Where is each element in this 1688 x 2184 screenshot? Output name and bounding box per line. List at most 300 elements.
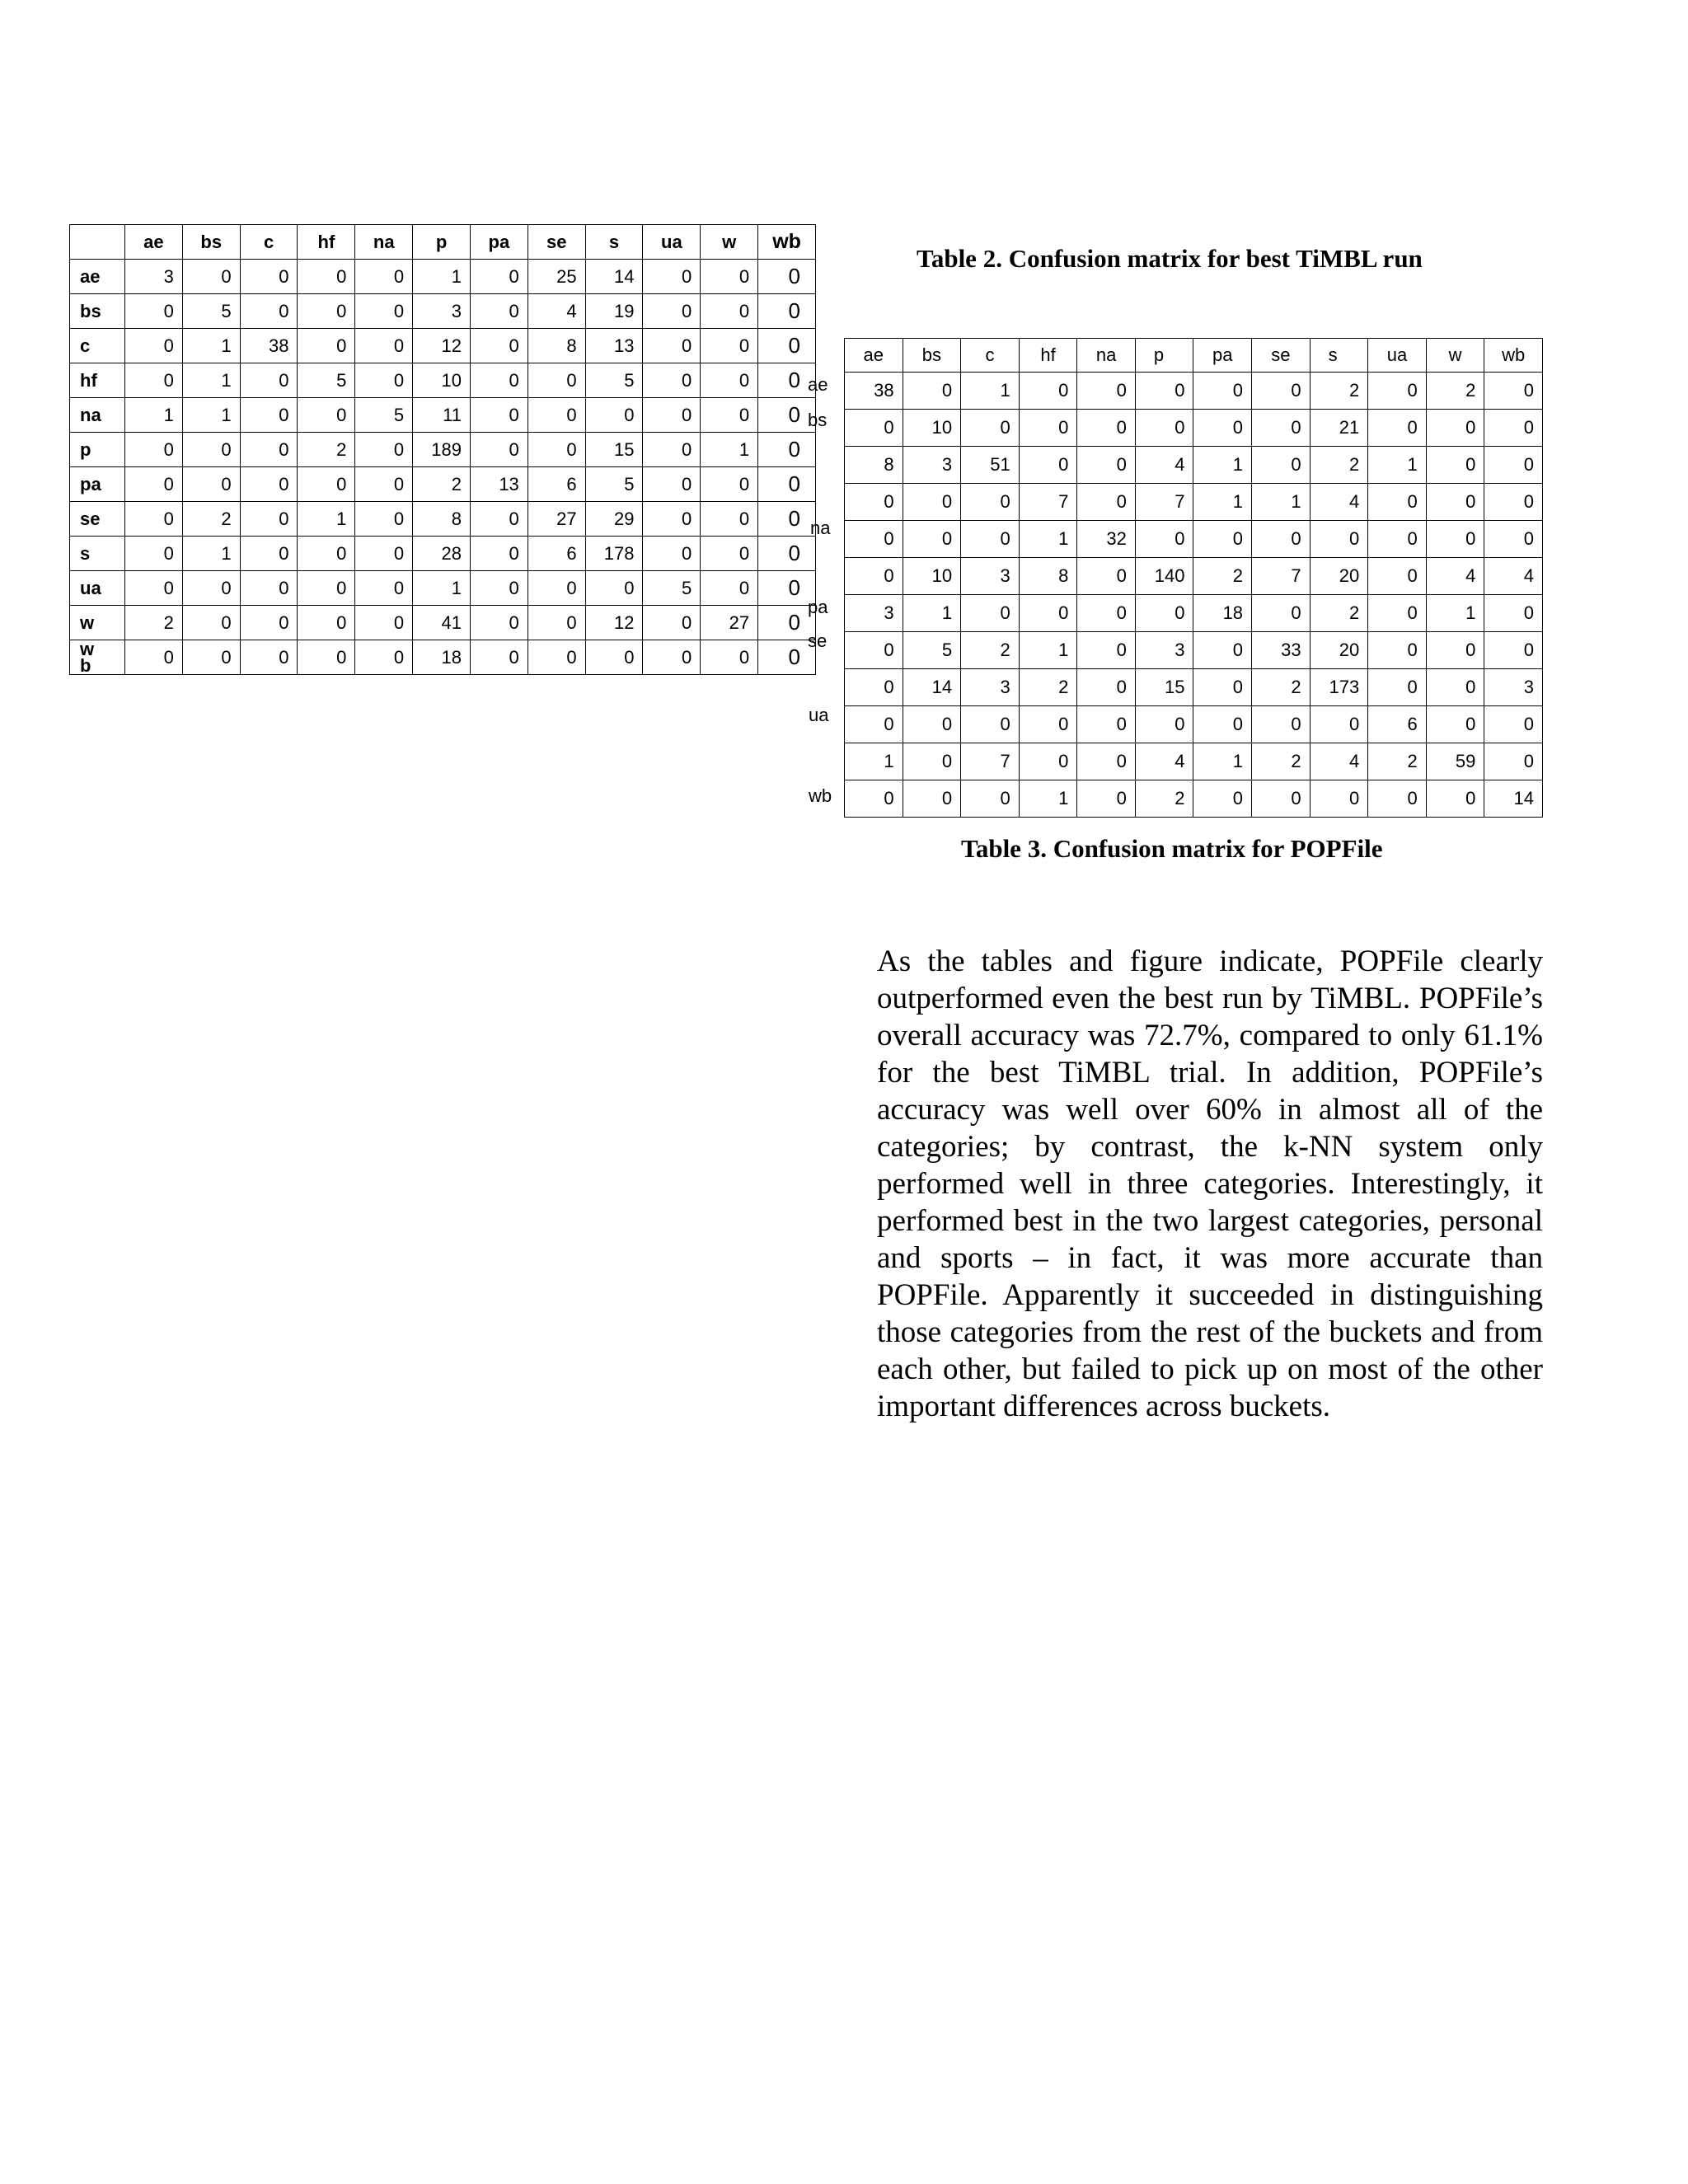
table2-cell: 0 [125,294,183,329]
table2-cell: 0 [701,467,758,502]
table2-cell: 0 [298,329,355,363]
table2-cell: 1 [182,398,240,433]
table2-cell: 0 [240,467,298,502]
table2-row [70,363,816,398]
table3-cell: 1 [1426,595,1484,632]
table2-cell: 41 [413,606,471,640]
table3-row [845,780,1543,818]
table2-cell: 0 [528,640,585,675]
table3-cell: 0 [1484,706,1543,743]
table2-cell: 19 [585,294,643,329]
table2-cell: 0 [240,433,298,467]
table3-cell: 0 [1426,521,1484,558]
table2-cell: 0 [643,537,701,571]
table2-cell: 25 [528,260,585,294]
table3-caption: Table 3. Confusion matrix for POPFile [961,834,1383,863]
table2-cell: 178 [585,537,643,571]
table3-cell: 0 [961,484,1020,521]
table3-cell: 0 [1368,410,1427,447]
table2-col-header: se [528,225,585,260]
table3-cell: 0 [1426,410,1484,447]
table2-cell: 0 [355,571,413,606]
table3-cell: 0 [1484,632,1543,669]
table2-cell: 27 [701,606,758,640]
table3-cell: 0 [845,632,903,669]
table2-cell: 0 [470,260,528,294]
table3-cell: 6 [1368,706,1427,743]
table3-cell: 0 [1019,447,1077,484]
table3-cell: 0 [1252,706,1311,743]
table3-cell: 0 [1368,595,1427,632]
table2-cell: 0 [470,571,528,606]
table3-cell: 0 [1019,410,1077,447]
table3-cell: 0 [1193,410,1252,447]
table2-cell: 28 [413,537,471,571]
table2-cell: 0 [298,640,355,675]
table2-header-row [70,225,816,260]
table2-cell: 189 [413,433,471,467]
table2-cell: 0 [643,329,701,363]
table2-cell: 38 [240,329,298,363]
table3-cell: 0 [1077,632,1136,669]
table2-cell: 0 [470,640,528,675]
table3-col-header: wb [1484,339,1543,373]
table2-cell: 1 [701,433,758,467]
table3-cell: 0 [1193,780,1252,818]
table3-confusion-matrix [844,338,1543,818]
table2-cell: 0 [643,363,701,398]
table3-cell: 0 [903,373,961,410]
table2-row-header: ae [70,260,125,294]
table3-cell: 1 [1019,632,1077,669]
table3-cell: 38 [845,373,903,410]
table3-cell: 0 [903,521,961,558]
table2-cell: 1 [413,571,471,606]
table2-cell: 0 [758,640,816,675]
table3-cell: 0 [1484,743,1543,780]
table2-cell: 0 [240,640,298,675]
table2-cell: 0 [701,502,758,537]
table2-cell: 0 [701,398,758,433]
table3-cell: 32 [1077,521,1136,558]
table2-col-header: ua [643,225,701,260]
table2-cell: 0 [758,260,816,294]
table3-cell: 18 [1193,595,1252,632]
table3-cell: 2 [1019,669,1077,706]
table2-cell: 5 [298,363,355,398]
table2-cell: 4 [528,294,585,329]
table3-cell: 3 [1484,669,1543,706]
table3-cell: 0 [903,706,961,743]
table2-cell: 0 [758,329,816,363]
table2-cell: 0 [758,571,816,606]
table2-cell: 5 [643,571,701,606]
table2-cell: 0 [298,398,355,433]
table2-cell: 15 [585,433,643,467]
table2-cell: 0 [585,640,643,675]
table2-cell: 3 [125,260,183,294]
table3-cell: 0 [1368,780,1427,818]
table2-col-header: wb [758,225,816,260]
table2-cell: 8 [413,502,471,537]
table3-cell: 10 [903,410,961,447]
table2-cell: 11 [413,398,471,433]
table3-col-header: na [1077,339,1136,373]
table2-cell: 0 [643,260,701,294]
table3-cell: 0 [1252,521,1311,558]
table3-cell: 20 [1310,558,1368,595]
table3-cell: 59 [1426,743,1484,780]
table3-cell: 7 [1019,484,1077,521]
table3-body [845,373,1543,818]
table3-cell: 2 [1310,373,1368,410]
table3-cell: 0 [1426,484,1484,521]
table3-cell: 4 [1310,484,1368,521]
table3-cell: 0 [1368,669,1427,706]
table2-cell: 1 [413,260,471,294]
table2-row [70,398,816,433]
table3-row [845,484,1543,521]
table3-row-label: ua [809,705,829,725]
table2-cell: 0 [355,363,413,398]
table2-cell: 0 [528,398,585,433]
table3-row [845,447,1543,484]
table3-cell: 0 [1193,669,1252,706]
table3-cell: 0 [1077,484,1136,521]
table3-cell: 0 [961,706,1020,743]
table2-cell: 6 [528,537,585,571]
table2-cell: 0 [240,571,298,606]
table2-row-header: se [70,502,125,537]
table3-cell: 0 [1019,595,1077,632]
table3-cell: 0 [1135,595,1193,632]
table2-cell: 0 [758,606,816,640]
table3-cell: 0 [1484,595,1543,632]
table2-cell: 8 [528,329,585,363]
table2-cell: 0 [643,606,701,640]
table2-cell: 0 [643,398,701,433]
table2-cell: 29 [585,502,643,537]
table2-cell: 0 [125,640,183,675]
table2-cell: 0 [355,467,413,502]
table2-caption: Table 2. Confusion matrix for best TiMBL run [917,244,1423,273]
table2-cell: 0 [298,571,355,606]
table3-cell: 20 [1310,632,1368,669]
table3-cell: 0 [1193,706,1252,743]
table3-cell: 2 [961,632,1020,669]
table3-col-header: c [961,339,1020,373]
table3-cell: 0 [1135,410,1193,447]
table3-cell: 0 [1368,632,1427,669]
table2-col-header: s [585,225,643,260]
table3-cell: 0 [1426,706,1484,743]
table2-cell: 13 [470,467,528,502]
table3-cell: 3 [903,447,961,484]
table2-cell: 0 [701,329,758,363]
table2-cell: 0 [585,398,643,433]
table2-row-header: w [70,606,125,640]
table3-cell: 0 [1077,706,1136,743]
table2-cell: 0 [125,467,183,502]
table3-cell: 3 [961,558,1020,595]
table3-cell: 2 [1310,595,1368,632]
table3-cell: 2 [1426,373,1484,410]
table3-row [845,558,1543,595]
table2-cell: 12 [585,606,643,640]
table3-cell: 0 [845,484,903,521]
table2-cell: 2 [182,502,240,537]
table3-cell: 4 [1426,558,1484,595]
table3-cell: 0 [1484,521,1543,558]
table3-cell: 3 [845,595,903,632]
table3-cell: 0 [1193,521,1252,558]
table2-cell: 0 [355,537,413,571]
table2-row-header: pa [70,467,125,502]
table3-cell: 0 [1484,447,1543,484]
table3-cell: 10 [903,558,961,595]
table2-cell: 0 [298,294,355,329]
table2-cell: 0 [355,606,413,640]
table2-cell: 0 [701,363,758,398]
table2-row [70,537,816,571]
table2-col-header: hf [298,225,355,260]
table3-row-label: pa [808,597,828,617]
table2-cell: 5 [585,467,643,502]
table2-cell: 0 [298,260,355,294]
table3-cell: 173 [1310,669,1368,706]
table3-cell: 0 [1077,558,1136,595]
table3-cell: 15 [1135,669,1193,706]
body-paragraph: As the tables and figure indicate, POPFile clearly outperformed even the best run by TiMBL. POPFile’s overall accuracy was 72.7%, compared to only 61.1% for the best TiMBL trial. In addition, POPFile’s accuracy was well over 60% in almost all of the categories; by contrast, the k-NN system only performed well in three categories. Interestingly, it performed best in the two largest categories, personal and sports – in fact, it was more accurate than POPFile. Apparently it succeeded in distinguishing those categories from the rest of the buckets and from each other, but failed to pick up on most of the other important differences across buckets. [877,944,1543,1423]
table3-cell: 0 [1252,410,1311,447]
table3-cell: 2 [1252,743,1311,780]
table3-cell: 0 [1426,632,1484,669]
table3-row [845,410,1543,447]
table3-cell: 2 [1135,780,1193,818]
table3-cell: 0 [1019,706,1077,743]
table2-col-header: ae [125,225,183,260]
table2-cell: 0 [240,260,298,294]
table3-cell: 1 [1252,484,1311,521]
table2-cell: 6 [528,467,585,502]
table3-row-label: bs [808,410,828,430]
table2-cell: 0 [240,502,298,537]
table2-cell: 1 [125,398,183,433]
table3-row [845,373,1543,410]
table2-body [70,260,816,675]
table3-row-label: se [808,630,828,651]
table2-corner-cell [70,225,125,260]
table2-cell: 0 [470,294,528,329]
table3-cell: 0 [1252,447,1311,484]
table3-cell: 0 [845,669,903,706]
table3-cell: 0 [961,780,1020,818]
table2-cell: 0 [470,363,528,398]
table3-cell: 1 [903,595,961,632]
table3-cell: 0 [1252,373,1311,410]
table3-cell: 1 [1193,743,1252,780]
table2-cell: 0 [125,329,183,363]
table2-confusion-matrix [69,224,816,675]
table3-cell: 0 [1252,780,1311,818]
table3-cell: 0 [1077,743,1136,780]
table2-cell: 1 [182,363,240,398]
table2-cell: 0 [298,606,355,640]
table3-cell: 0 [1019,743,1077,780]
table2-row [70,329,816,363]
table2-row [70,467,816,502]
table2-cell: 0 [643,294,701,329]
table2-col-header: pa [470,225,528,260]
table2-row-header: na [70,398,125,433]
table2-cell: 0 [701,640,758,675]
table2-cell: 0 [182,640,240,675]
table2-cell: 0 [355,294,413,329]
table2-cell: 0 [643,467,701,502]
table3-col-header: bs [903,339,961,373]
table3-cell: 0 [845,521,903,558]
table3-row [845,669,1543,706]
table2-cell: 0 [355,329,413,363]
table3-col-header: pa [1193,339,1252,373]
table3-col-header: w [1426,339,1484,373]
table2-cell: 10 [413,363,471,398]
table2-cell: 0 [470,433,528,467]
table2-cell: 0 [701,294,758,329]
table3-header-row [845,339,1543,373]
table3-row [845,595,1543,632]
table3-cell: 0 [1077,373,1136,410]
table3-cell: 0 [1077,595,1136,632]
table3-cell: 14 [903,669,961,706]
table2-cell: 0 [355,433,413,467]
table2-cell: 1 [298,502,355,537]
table2-row [70,433,816,467]
table3-cell: 0 [903,743,961,780]
table2-cell: 0 [701,260,758,294]
table2-cell: 0 [240,606,298,640]
table2-cell: 0 [758,363,816,398]
table2-cell: 1 [182,329,240,363]
table3-cell: 0 [845,706,903,743]
table3-cell: 1 [961,373,1020,410]
table3-row [845,521,1543,558]
table3-col-header: ua [1368,339,1427,373]
table3-cell: 0 [1193,632,1252,669]
table2-cell: 0 [298,537,355,571]
table3-col-header: se [1252,339,1311,373]
table3-row-label: na [810,518,831,538]
table2-row-header: c [70,329,125,363]
table3-row [845,743,1543,780]
table2-cell: 0 [355,502,413,537]
table2-col-header: na [355,225,413,260]
table2-cell: 0 [758,537,816,571]
table3-cell: 0 [1019,373,1077,410]
table2-cell: 0 [643,640,701,675]
table3-cell: 21 [1310,410,1368,447]
table3-col-header: ae [845,339,903,373]
table2-cell: 0 [470,329,528,363]
table3-cell: 0 [961,521,1020,558]
table3-cell: 0 [1484,373,1543,410]
table3-cell: 3 [1135,632,1193,669]
table3-cell: 7 [961,743,1020,780]
table3-col-header: hf [1019,339,1077,373]
table2-cell: 5 [585,363,643,398]
table2-cell: 5 [182,294,240,329]
table3-cell: 1 [1019,780,1077,818]
table3-cell: 1 [1193,447,1252,484]
table3-col-header: s [1310,339,1368,373]
table2-row [70,640,816,675]
table2-row-header: w b [70,640,125,675]
table2-cell: 0 [125,502,183,537]
table2-row-header: ua [70,571,125,606]
table2-cell: 2 [298,433,355,467]
table3-cell: 4 [1135,447,1193,484]
table2-row [70,260,816,294]
table3-cell: 4 [1135,743,1193,780]
table2-cell: 0 [182,467,240,502]
table3-cell: 2 [1310,447,1368,484]
table3-row-label: wb [809,785,832,806]
table2-cell: 0 [182,571,240,606]
table2-row [70,571,816,606]
table2-cell: 0 [125,571,183,606]
table3-cell: 0 [961,410,1020,447]
table2-cell: 12 [413,329,471,363]
table3-cell: 0 [1077,410,1136,447]
table3-cell: 0 [961,595,1020,632]
table2-cell: 0 [643,502,701,537]
table3-cell: 0 [845,558,903,595]
table3-row [845,632,1543,669]
table2-col-header: w [701,225,758,260]
table2-row [70,606,816,640]
table2-cell: 0 [240,398,298,433]
table2-cell: 0 [240,363,298,398]
table3-cell: 4 [1484,558,1543,595]
table2-cell: 0 [470,502,528,537]
table3-row-label: ae [808,374,828,395]
table3-cell: 1 [845,743,903,780]
table3-cell: 2 [1368,743,1427,780]
table2-cell: 2 [413,467,471,502]
table2-cell: 0 [758,398,816,433]
table2-row-header: bs [70,294,125,329]
table2-cell: 3 [413,294,471,329]
table3-cell: 33 [1252,632,1311,669]
table2-cell: 0 [643,433,701,467]
table3-cell: 0 [1077,780,1136,818]
table3-cell: 0 [1135,706,1193,743]
table2-cell: 0 [528,571,585,606]
table2-cell: 5 [355,398,413,433]
table3-cell: 0 [903,780,961,818]
table3-cell: 0 [1368,558,1427,595]
table2-cell: 0 [182,606,240,640]
table2-row [70,502,816,537]
table2-cell: 0 [125,433,183,467]
table2-cell: 0 [182,433,240,467]
table3-cell: 14 [1484,780,1543,818]
table2-cell: 0 [355,640,413,675]
table2-cell: 0 [758,433,816,467]
table2-col-header: p [413,225,471,260]
table2-cell: 0 [470,606,528,640]
table2-row-header: p [70,433,125,467]
